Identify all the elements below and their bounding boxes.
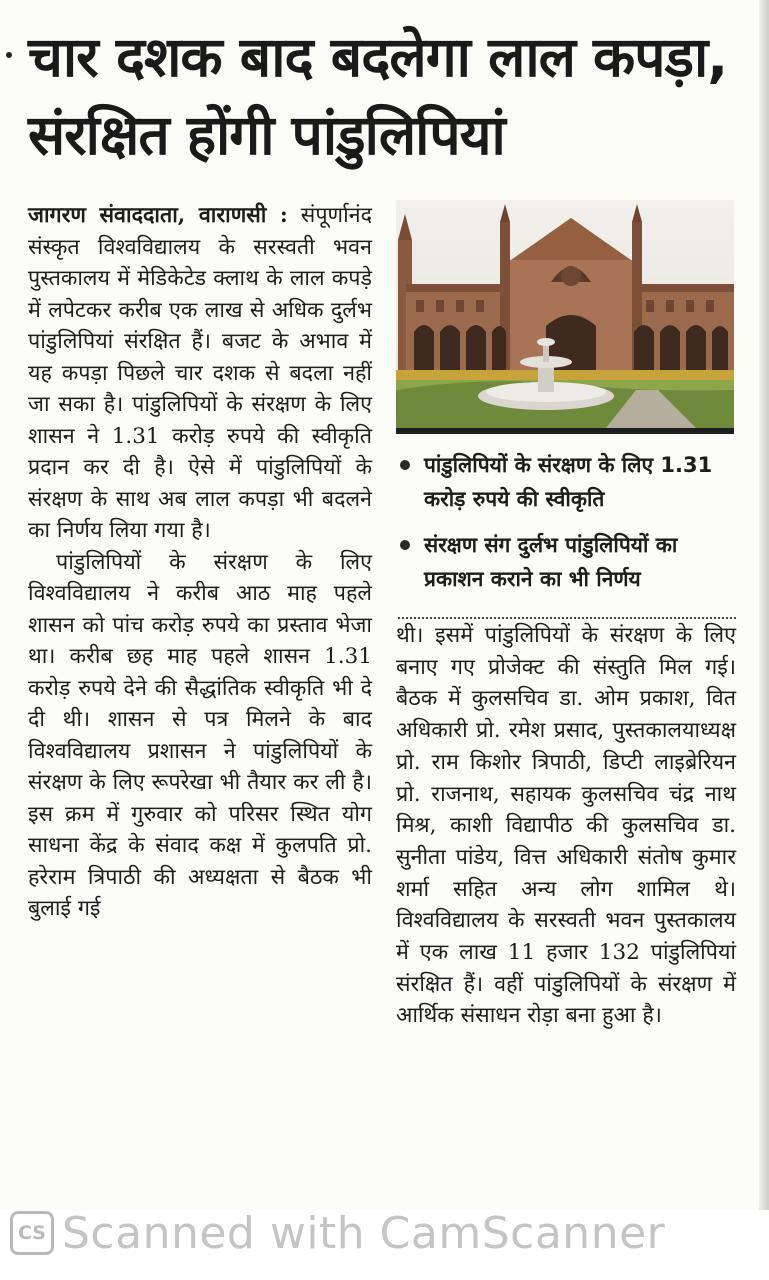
- article-column-left: [28, 200, 372, 925]
- paragraph-3: थी। इसमें पांडुलिपियों के संरक्षण के लिए बनाए गए प्रोजेक्ट की संस्तुति मिल गई। बैठक में कुलसचिव डा. ओम प्रकाश, वित अधिकारी प्रो. रमेश प्रसाद, पुस्तकालयाध्यक्ष प्रो. राम किशोर त्रिपाठी, डिप्टी लाइब्रेरियन प्रो. राजनाथ, सहायक कुलसचिव चंद्र नाथ मिश्र, काशी विद्यापीठ की कुलसचिव डा. सुनीता पांडेय, वित्त अधिकारी संतोष कुमार शर्मा सहित अन्य लोग शामिल थे। विश्वविद्यालय के सरस्वती भवन पुस्तकालय में एक लाख 11 हजार 132 पांडुलिपियां संरक्षित हैं। वहीं पांडुलिपियों के संरक्षण में आर्थिक संसाधन रोड़ा बना हुआ है।: [396, 623, 736, 1029]
- watermark-text: Scanned with CamScanner: [62, 1207, 666, 1259]
- sampurnanand-university-building-image: [396, 200, 734, 428]
- camscanner-watermark: [10, 1205, 750, 1261]
- paragraph-2: पांडुलिपियों के संरक्षण के लिए विश्वविद्यालय ने करीब आठ माह पहले शासन को पांच करोड़ रुपये का प्रस्ताव भेजा था। करीब छह माह पहले शासन 1.31 करोड़ रुपये देने की सैद्धांतिक स्वीकृति भी दे दी थी। शासन से पत्र मिलने के बाद विश्वविद्यालय प्रशासन ने पांडुलिपियों के संरक्षण के लिए रूपरेखा भी तैयार कर ली है। इस क्रम में गुरुवार को परिसर स्थित योग साधना केंद्र के संवाद कक्ष में कुलपति प्रो. हरेराम त्रिपाठी की अध्यक्षता से बैठक भी बुलाई गई: [28, 549, 372, 921]
- scan-edge: [759, 0, 769, 1215]
- paragraph-1-text: संपूर्णानंद संस्कृत विश्वविद्यालय के सरस्वती भवन पुस्तकालय में मेडिकेटेड क्लाथ के लाल कपड़े में लपेटकर करीब एक लाख से अधिक दुर्लभ पांडुलिपियां संरक्षित हैं। बजट के अभाव में यह कपड़ा पिछले चार दशक से बदला नहीं जा सका है। पांडुलिपियों के संरक्षण के लिए शासन ने 1.31 करोड़ रुपये की स्वीकृति प्रदान कर दी है। ऐसे में पांडुलिपियों के संरक्षण के साथ अब लाल कपड़ा भी बदलने का निर्णय लिया गया है।: [28, 203, 372, 543]
- highlight-text: पांडुलिपियों के संरक्षण के लिए 1.31 करोड़ रुपये की स्वीकृति: [424, 453, 713, 511]
- bullet-dot-icon: [6, 52, 12, 58]
- highlight-text: संरक्षण संग दुर्लभ पांडुलिपियों का प्रकाशन कराने का भी निर्णय: [424, 533, 678, 591]
- byline: जागरण संवाददाता, वाराणसी :: [28, 203, 288, 228]
- building-photo: [396, 200, 734, 428]
- bullet-icon: [400, 460, 410, 470]
- dotted-divider: [398, 617, 736, 619]
- bullet-icon: [400, 540, 410, 550]
- paragraph-1: [28, 200, 372, 547]
- highlights-list: [396, 448, 736, 608]
- photo-bottom-rule: [396, 428, 734, 434]
- highlight-item: [396, 528, 736, 596]
- camscanner-logo-icon: CS: [10, 1211, 54, 1255]
- headline: चार दशक बाद बदलेगा लाल कपड़ा, संरक्षित होंगी पांडुलिपियां: [28, 25, 728, 167]
- highlight-item: [396, 448, 736, 516]
